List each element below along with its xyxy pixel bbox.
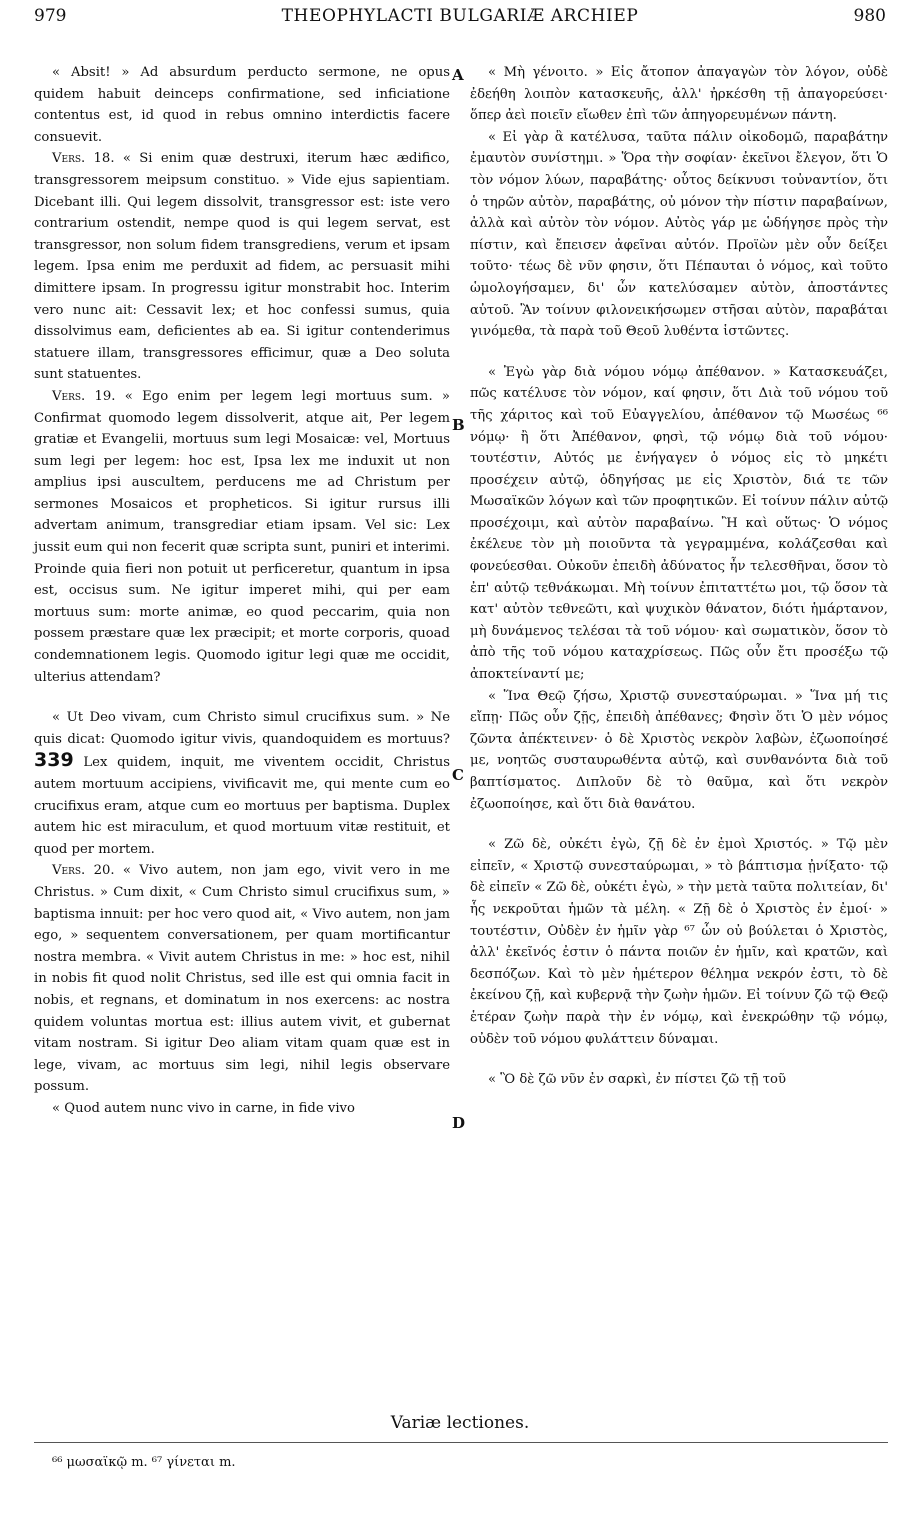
- verse-label: Vers. 19.: [52, 388, 116, 404]
- latin-paragraph: « Absit! » Ad absurdum perducto sermone, ne opus quidem habuit deinceps confirmatione, sed inficiatione contentus est, id quod in rebus omnino interdictis facere consuevit.: [34, 65, 450, 145]
- latin-paragraph: « Quod autem nunc vivo in carne, in fide vivo: [52, 1100, 355, 1116]
- margin-marker-c: C: [452, 766, 464, 784]
- running-title: THEOPHYLACTI BULGARIÆ ARCHIEP: [281, 6, 639, 26]
- latin-paragraph: Vers. 18. « Si enim quæ destruxi, iterum hæc ædifico, transgressorem meipsum constituo. » Vide ejus sapientiam. Dicebant illi. Qui legem dissolvit, transgressor est: iste vero contrarium ostendit, nempe quod is qui legem servat, est transgressor, non solum fidem transgrediens, verum et ipsam legem. Ipsa enim me perduxit ad fidem, ac persuasit mihi dimittere ipsam. In progressu igitur monstrabit hoc. Interim vero nunc ait: Cessavit lex; et hoc confessi sumus, quia dissolvimus eam, deficientes ab ea. Si igitur contenderimus statuere illam, transgressores efficimur, quæ a Deo soluta sunt statuentes.: [34, 151, 450, 383]
- margin-marker-b: B: [452, 416, 465, 434]
- margin-marker-d: D: [452, 1114, 466, 1132]
- footnote-divider: [34, 1442, 888, 1443]
- latin-paragraph: Vers. 19. « Ego enim per legem legi mortuus sum. » Confirmat quomodo legem dissolverit, atque ait, Per legem gratiæ et Evangelii, mortuus sum legi Mosaicæ: vel, Mortuus sum legi per legem: hoc est, Ipsa lex me induxit ut non amplius ipsi auscultem, perducens me ad Christum per sermones Mosaicos et propheticos. Si igitur rursus illi advertam animum, transgrediar etiam ipsam. Vel sic: Lex jussit eum qui non fecerit quæ scripta sunt, puniri et interimi. Proinde quia fieri non potuit ut perficeretur, quantum in ipsa est, occisus sum. Ne igitur imperet mihi, qui per eam mortuus sum: morte animæ, eo quod peccarim, quia non possem præstare quæ lex præcipit; et morte corporis, quoad condemnationem legis. Quomodo igitur legi quæ me occidit, ulterius attendam?: [34, 388, 450, 685]
- greek-paragraph: « Ζῶ δὲ, οὐκέτι ἐγὼ, ζῇ δὲ ἐν ἐμοὶ Χριστός. » Τῷ μὲν εἰπεῖν, « Χριστῷ συνεσταύρωμαι, » τὸ βάπτισμα ᾐνίξατο· τῷ δὲ εἰπεῖν « Ζῶ δὲ, οὐκέτι ἐγὼ, » τὴν μετὰ ταῦτα πολιτείαν, δι' ἧς νεκροῦται ἡμῶν τὰ μέλη. « Ζῇ δὲ ὁ Χριστὸς ἐν ἐμοί· » τουτέστιν, Οὐδὲν ἐν ἡμῖν γὰρ ⁶⁷ ὧν οὐ βούλεται ὁ Χριστὸς, ἀλλ' ἐκεῖνός ἐστιν ὁ πάντα ποιῶν ἐν ἡμῖν, καὶ κρατῶν, καὶ δεσπόζων. Καὶ τὸ μὲν ἡμέτερον θέλημα νεκρόν ἐστι, τὸ δὲ ἐκείνου ζῇ, καὶ κυβερνᾷ τὴν ζωὴν ἡμῶν. Εἰ τοίνυν ζῶ τῷ Θεῷ ἑτέραν ζωὴν παρὰ τὴν ἐν νόμῳ, καὶ ἐνεκρώθην τῷ νόμῳ, οὐδὲν τοῦ νόμου φυλάττειν δύναμαι.: [470, 837, 888, 1047]
- greek-paragraph: « Ὃ δὲ ζῶ νῦν ἐν σαρκὶ, ἐν πίστει ζῶ τῇ τοῦ: [488, 1072, 786, 1088]
- greek-paragraph: « Εἰ γὰρ ἃ κατέλυσα, ταῦτα πάλιν οἰκοδομῶ, παραβάτην ἐμαυτὸν συνίστημι. » Ὅρα τὴν σοφίαν· ἐκεῖνοι ἔλεγον, ὅτι Ὁ τὸν νόμον λύων, παραβάτης· οὗτος δείκνυσι τοὐναντίον, ὅτι ὁ τηρῶν αὐτὸν, παραβάτης, οὐ μόνον τὴν πίστιν παραβαίνων, ἀλλὰ καὶ αὐτὸν τὸν νόμον. Αὐτὸς γάρ με ὡδήγησε πρὸς τὴν πίστιν, καὶ ἔπεισεν ἀφεῖναι αὐτόν. Προϊὼν μὲν οὖν δείξει τοῦτο· τέως δὲ νῦν φησιν, ὅτι Πέπαυται ὁ νόμος, καὶ τοῦτο ὡμολογήσαμεν, δι' ὧν κατελύσαμεν αὐτὸν, ἀποστάντες αὐτοῦ. Ἂν τοίνυν φιλονεικήσωμεν στῆσαι αὐτὸν, παραβάται γινόμεθα, τὰ παρὰ τοῦ Θεοῦ λυθέντα ἱστῶντες.: [470, 129, 888, 340]
- greek-paragraph: « Μὴ γένοιτο. » Εἰς ἄτοπον ἀπαγαγὼν τὸν λόγον, οὐδὲ ἐδεήθη λοιπὸν κατασκευῆς, ἀλλ' ἠρκέσθη τῇ ἀπαγορεύσει· ὅπερ ἀεὶ ποιεῖν εἴωθεν ἐπὶ τῶν ἀπηγορευμένων πάντη.: [470, 65, 888, 124]
- verse-label: Vers. 18.: [52, 151, 115, 167]
- latin-paragraph: Vers. 20. « Vivo autem, non jam ego, vivit vero in me Christus. » Cum dixit, « Cum Christo simul crucifixus sum, » baptisma innuit: per hoc vero quod ait, « Vivo autem, non jam ego, » sequentem conversationem, per quam mortificantur nostra membra. « Vivit autem Christus in me: » hoc est, nihil in nobis fit quod nolit Christus, sed ille est qui omnia facit in nobis, et regnans, et dominatum in nos exercens: ac nostra quidem voluntas mortua est: illius autem vivit, et gubernat vitam nostram. Si igitur Deo aliam vitam quam quæ est in lege, vivam, ac mortuus sim legi, nihil legis observare possum.: [34, 863, 450, 1095]
- page-header: [34, 6, 886, 36]
- footnote-variants: ⁶⁶ μωσαϊκῷ m. ⁶⁷ γίνεται m.: [52, 1455, 236, 1470]
- variae-lectiones-heading: Variæ lectiones.: [390, 1413, 530, 1433]
- greek-paragraph: « Ἵνα Θεῷ ζήσω, Χριστῷ συνεσταύρωμαι. » Ἵνα μή τις εἴπῃ· Πῶς οὖν ζῇς, ἐπειδὴ ἀπέθανες; Φησὶν ὅτι Ὁ μὲν νόμος ζῶντα ἀπέκτεινεν· ὁ δὲ Χριστὸς νεκρὸν λαβὼν, ἐζωοποίησέ με, νοητῶς συσταυρωθέντα αὐτῷ, καὶ συνθανόντα διὰ τοῦ βαπτίσματος. Διπλοῦν δὲ τὸ θαῦμα, καὶ ὅτι νεκρὸν ἐζωοποίησε, καὶ ὅτι διὰ θανάτου.: [470, 688, 888, 812]
- latin-paragraph: « Ut Deo vivam, cum Christo simul crucifixus sum. » Ne quis dicat: Quomodo igitur vivis, quandoquidem es mortuus? 339 Lex quidem, inquit, me viventem occidit, Christus autem mortuum accipiens, vivificavit me, qui mente cum eo crucifixus eram, atque cum eo mortuus per baptisma. Duplex autem hic est miraculum, et quod mortuum vitæ restituit, et quod per mortem.: [34, 710, 450, 857]
- latin-column: [34, 62, 450, 1120]
- greek-paragraph: « Ἐγὼ γὰρ διὰ νόμου νόμῳ ἀπέθανον. » Κατασκευάζει, πῶς κατέλυσε τὸν νόμον, καί φησιν, ὅτι Διὰ τοῦ νόμου τοῦ τῆς χάριτος καὶ τοῦ Εὐαγγελίου, ἀπέθανον τῷ Μωσέως ⁶⁶ νόμῳ· ἢ ὅτι Ἀπέθανον, φησὶ, τῷ νόμῳ διὰ τοῦ νόμου· τουτέστιν, Αὐτός με ἐνήγαγεν ὁ νόμος εἰς τὸ μηκέτι προσέχειν αὐτῷ, ὁδηγήσας με εἰς Χριστὸν, διά τε τῶν Μωσαϊκῶν λόγων καὶ τῶν προφητικῶν. Εἰ τοίνυν πάλιν αὐτῷ προσέχοιμι, καὶ αὐτὸν παραβαίνω. Ἢ καὶ οὕτως· Ὁ νόμος ἐκέλευε τὸν μὴ ποιοῦντα τὰ γεγραμμένα, κολάζεσθαι καὶ φονεύεσθαι. Οὐκοῦν ἐπειδὴ ἀδύνατος ἦν τελεσθῆναι, ὅσον τὸ ἐπ' αὐτῷ τεθνάκωμαι. Μὴ τοίνυν ἐπιταττέτω μοι, τῷ ὅσον τὰ κατ' αὐτὸν τεθνεῶτι, καὶ ψυχικὸν θάνατον, διότι ἡμάρτανον, μὴ δυνάμενος τελέσαι τὰ τοῦ νόμου· καὶ σωματικὸν, ὅσον τὸ ἀπὸ τῆς τοῦ νόμου καταχρίσεως. Πῶς οὖν ἔτι προσέξω τῷ ἀποκτείναντί με;: [470, 364, 888, 683]
- page-number-right: 980: [853, 6, 886, 26]
- column-number: 339: [34, 749, 74, 772]
- greek-column: [470, 62, 888, 1091]
- margin-marker-a: A: [452, 66, 464, 84]
- page-number-left: 979: [34, 6, 67, 26]
- verse-label: Vers. 20.: [52, 863, 115, 879]
